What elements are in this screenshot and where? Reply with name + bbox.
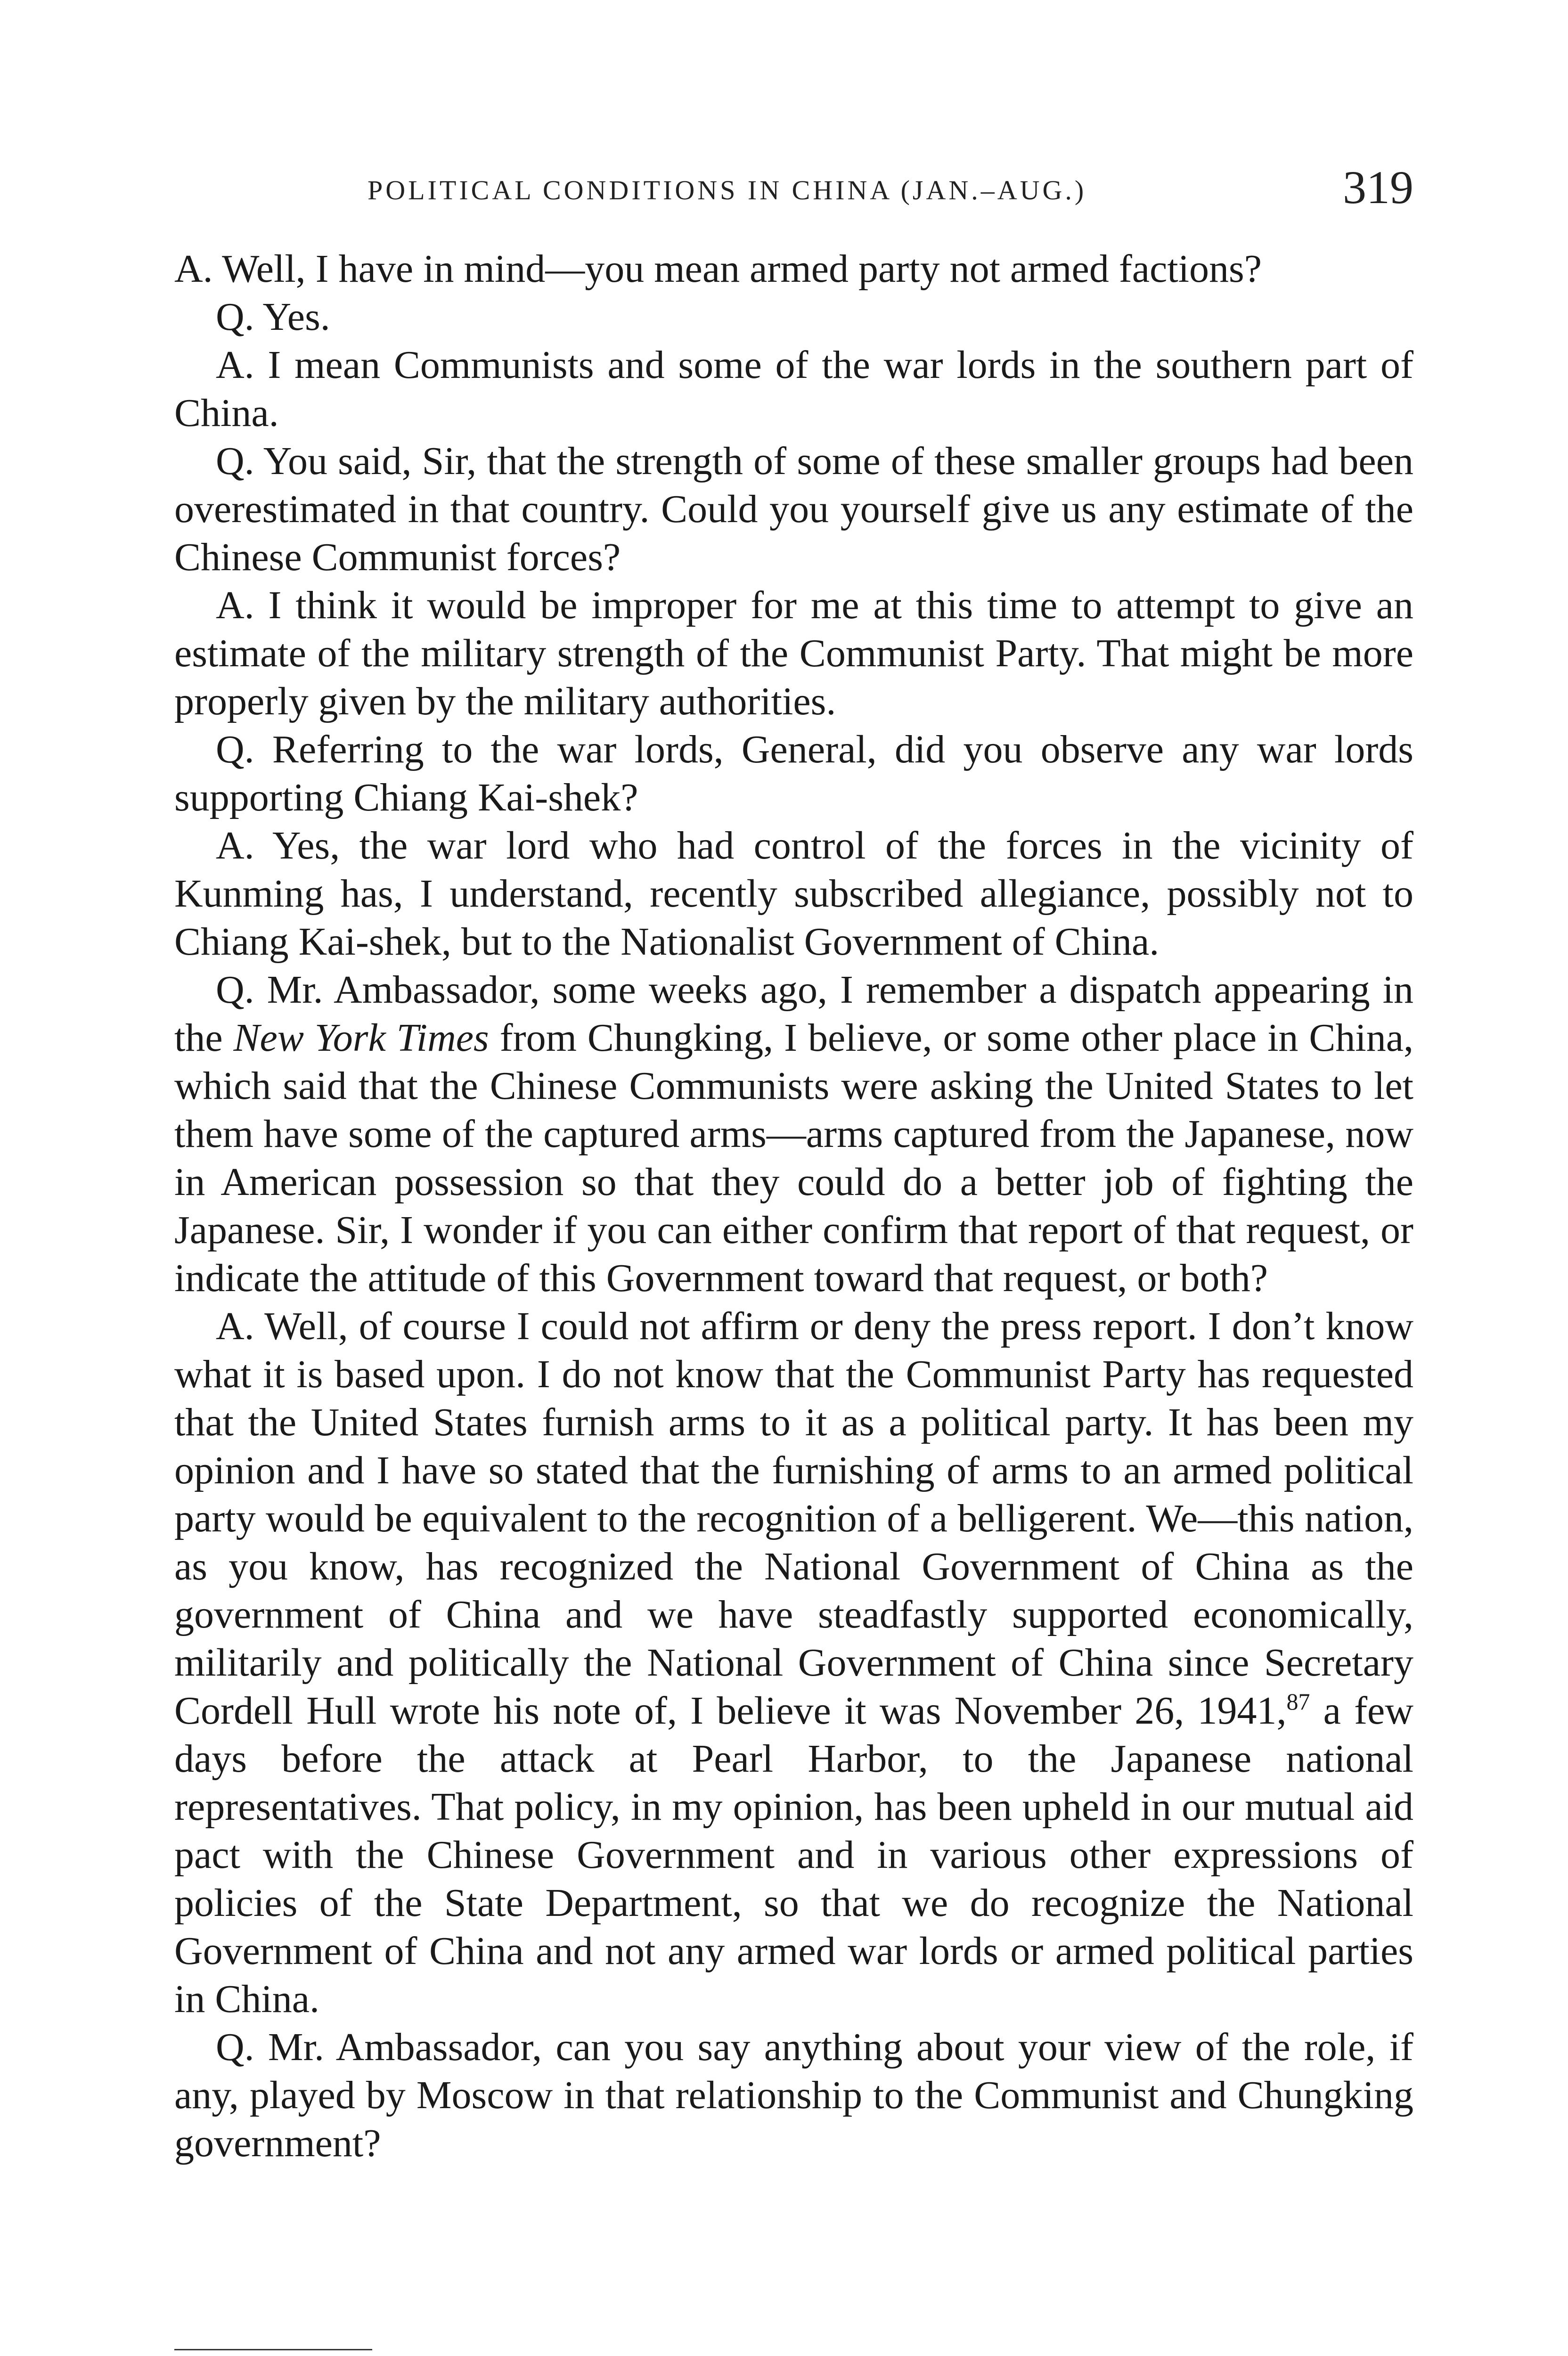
newspaper-title: New York Times xyxy=(233,1016,489,1060)
body-text xyxy=(174,245,1413,2168)
paragraph-8-text-end: from Chungking, I believe, or some other place in China, which said that the Chinese Communists were asking the United States to let them have some of the captured arms—arms captured from the Japanese, now in American possession so that they could do a better job of fighting the Japanese. Sir, I wonder if you can either confirm that report of that request, or indicate the attitude of this Government toward that request, or both? xyxy=(174,1016,1413,1300)
running-head: POLITICAL CONDITIONS IN CHINA (JAN.–AUG.) xyxy=(368,175,1087,205)
footnote-divider xyxy=(174,2349,372,2350)
footnote-reference[interactable]: 87 xyxy=(1286,1688,1310,1715)
paragraph-9-text-start: A. Well, of course I could not affirm or deny the press report. I don’t know what it is based upon. I do not know that the Communist Party has requested that the United States furnish arms to it as a political party. It has been my opinion and I have so stated that the furnishing of arms to an armed political party would be equivalent to the recognition of a belligerent. We—this nation, as you know, has recognized the National Government of China as the government of China and we have steadfastly supported economically, militarily and politically the National Government of China since Secretary Cordell Hull wrote his note of, I believe it was November 26, 1941, xyxy=(174,1304,1413,1733)
page-number: 319 xyxy=(1343,161,1413,213)
paragraph-8 xyxy=(174,966,1413,1302)
paragraph-7: A. Yes, the war lord who had control of the forces in the vicinity of Kunming has, I understand, recently subscribed allegiance, possibly not to Chiang Kai-shek, but to the Nationalist Government of China. xyxy=(174,824,1413,964)
paragraph-6: Q. Referring to the war lords, General, did you observe any war lords supporting Chiang Kai-shek? xyxy=(174,728,1413,819)
paragraph-2: Q. Yes. xyxy=(216,295,330,339)
paragraph-9 xyxy=(174,1302,1413,2023)
paragraph-8-text-start: Q. Mr. Ambassador, some weeks ago, I remember a dispatch appearing in the xyxy=(174,968,1413,1060)
paragraph-3: A. I mean Communists and some of the war lords in the southern part of China. xyxy=(174,343,1413,435)
paragraph-4: Q. You said, Sir, that the strength of some of these smaller groups had been overestimated in that country. Could you yourself give us any estimate of the Chinese Communist forces? xyxy=(174,439,1413,579)
paragraph-5: A. I think it would be improper for me at this time to attempt to give an estimate of the military strength of the Communist Party. That might be more properly given by the military authorities. xyxy=(174,583,1413,723)
paragraph-10: Q. Mr. Ambassador, can you say anything about your view of the role, if any, played by Moscow in that relationship to the Communist and Chungking government? xyxy=(174,2025,1413,2165)
page-header xyxy=(174,155,1413,217)
paragraph-9-text-end: a few days before the attack at Pearl Harbor, to the Japanese national representatives. That policy, in my opinion, has been upheld in our mutual aid pact with the Chinese Government and in various other expressions of policies of the State Department, so that we do recognize the National Government of China and not any armed war lords or armed political parties in China. xyxy=(174,1689,1413,2021)
paragraph-1: A. Well, I have in mind—you mean armed party not armed factions? xyxy=(174,247,1262,291)
